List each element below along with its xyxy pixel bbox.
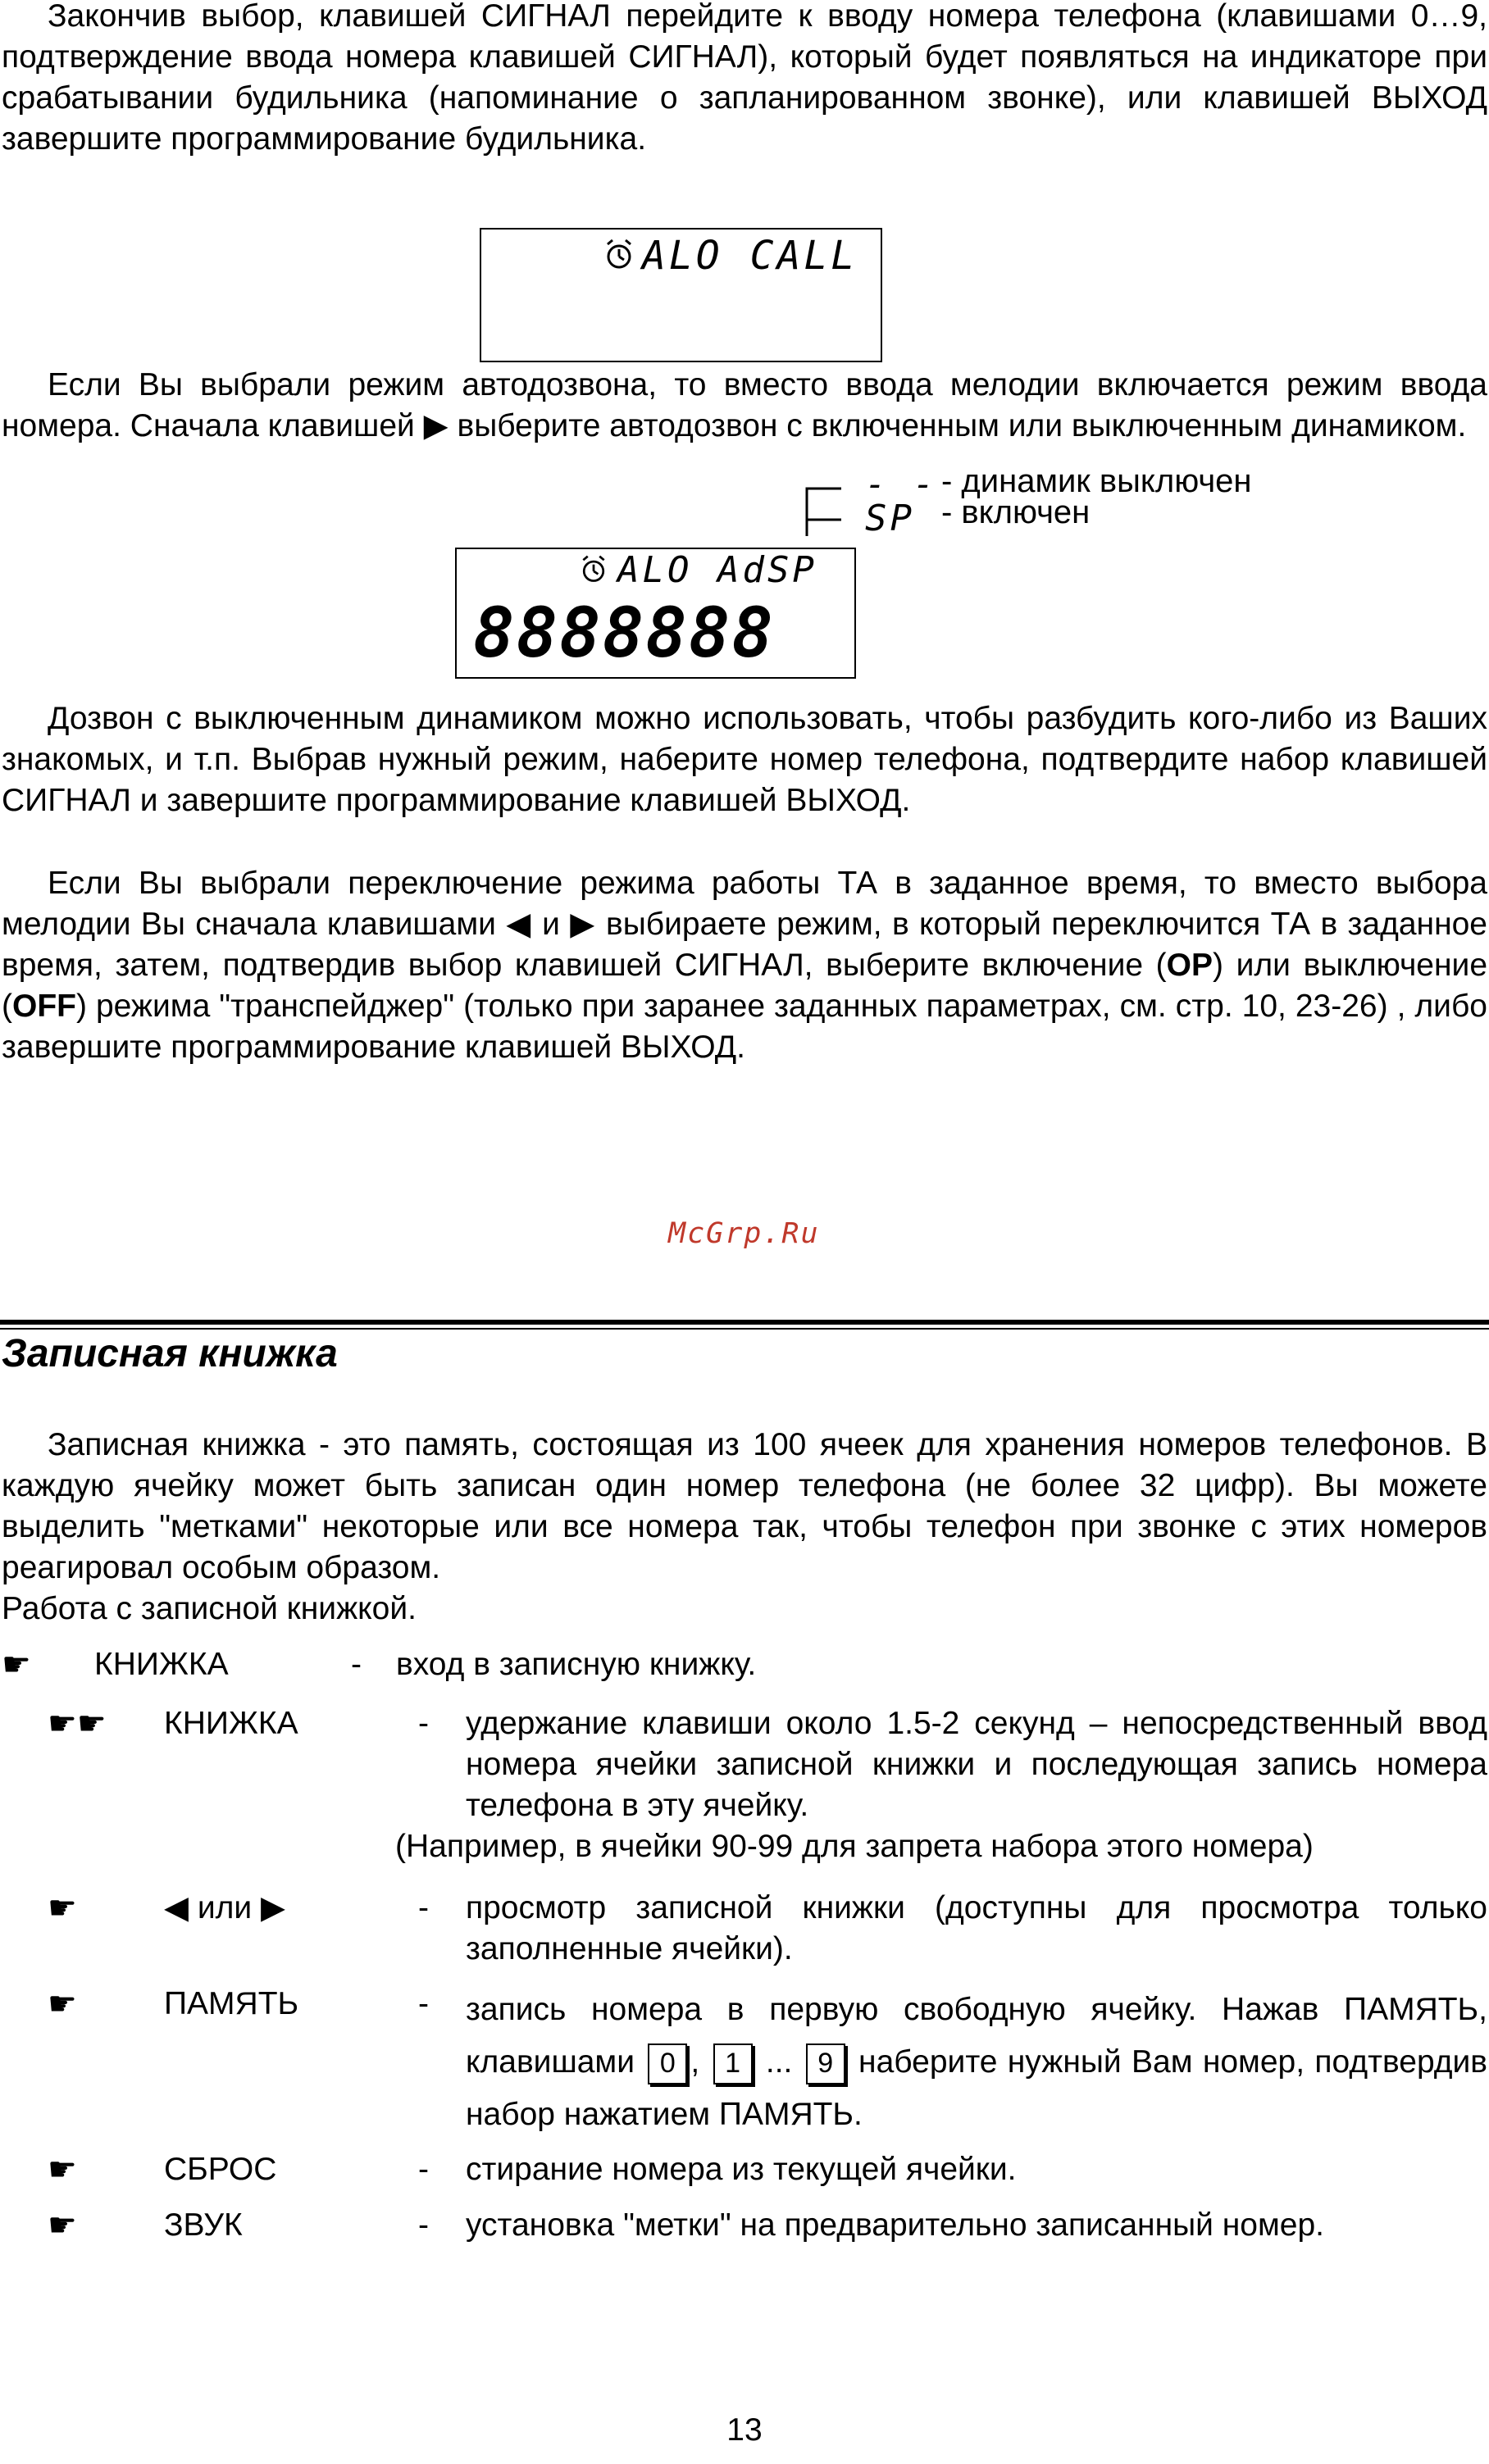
item-dash: - — [418, 2207, 429, 2243]
item-key-phonebook: КНИЖКА — [94, 1647, 229, 1682]
item-text: удержание клавиши около 1.5-2 секунд – непосредственный ввод номера ячейки записной книжки и последующая запись номера телефона в эту ячейку. — [466, 1706, 1487, 1823]
item-text: запись номера в первую свободную ячейку. Нажав ПАМЯТЬ, клавишами 0 , 1 ... 9 наберите нужный Вам номер, подтвердив набор нажатием ПАМЯТЬ. — [466, 1992, 1487, 2132]
item-text: стирание номера из текущей ячейки. — [466, 2152, 1017, 2187]
legend-on-code: SP — [865, 498, 915, 539]
item-key-sound: ЗВУК — [164, 2207, 243, 2243]
item-text: вход в записную книжку. — [396, 1647, 757, 1682]
item-key-reset: СБРОС — [164, 2152, 277, 2187]
paragraph-mode-switch: Если Вы выбрали переключение режима работы ТА в заданное время, то вместо выбора мелодии Вы сначала клавишами ◀ и ▶ выбираете режим, в который переключится ТА в заданное время, затем, подтвердив выбор клавишей СИГНАЛ, выберите включение (OP) или выключение (OFF) режима "транспейджер" (только при заранее заданных параметрах, см. стр. 10, 23-26) , либо завершите программирование клавишей ВЫХОД. — [2, 866, 1488, 1065]
legend-bracket — [804, 479, 845, 536]
lcd-text: ALO CALL — [642, 233, 858, 279]
op-label: OP — [1166, 948, 1214, 983]
key-9-icon: 9 — [806, 2043, 845, 2084]
item-key-phonebook-hold: КНИЖКА — [164, 1706, 298, 1741]
item-dash: - — [418, 1986, 429, 2021]
legend-on-label: - включен — [941, 494, 1091, 530]
paragraph-autodial: Если Вы выбрали режим автодозвона, то вместо ввода мелодии включается режим ввода номера. Сначала клавишей ▶ выберите автодозвон с включенным или выключенным динамиком. — [2, 367, 1487, 443]
hand-pointer-icon: ☛ — [48, 2207, 77, 2244]
double-hand-pointer-icon: ☛☛ — [48, 1706, 107, 1742]
legend-off-code: - - — [865, 464, 937, 504]
lcd-text: ALO AdSP — [617, 549, 817, 591]
hand-pointer-icon: ☛ — [48, 1890, 77, 1926]
hand-pointer-icon: ☛ — [2, 1647, 31, 1683]
section-rule-thick — [0, 1320, 1489, 1325]
paragraph-silent-dial: Дозвон с выключенным динамиком можно использовать, чтобы разбудить кого-либо из Ваших знакомых, и т.п. Выбрав нужный режим, наберите номер телефона, подтвердите набор клавишей СИГНАЛ и завершите программирование клавишей ВЫХОД. — [2, 701, 1487, 818]
item-text: установка "метки" на предварительно записанный номер. — [466, 2207, 1325, 2243]
lcd-display-alo-adsp — [455, 548, 856, 679]
section-title: Записная книжка — [2, 1332, 338, 1375]
item-dash: - — [418, 1706, 429, 1741]
section-rule-thin — [0, 1328, 1489, 1330]
legend-off-label: - динамик выключен — [941, 463, 1252, 499]
off-label: OFF — [12, 989, 76, 1024]
key-1-icon: 1 — [713, 2043, 753, 2084]
paragraph-phonebook-work: Работа с записной книжкой. — [2, 1591, 417, 1626]
key-0-icon: 0 — [648, 2043, 687, 2084]
lcd-digits: 8888888 — [473, 593, 776, 673]
item-note: (Например, в ячейки 90-99 для запрета набора этого номера) — [395, 1829, 1314, 1864]
paragraph-alarm-finish: Закончив выбор, клавишей СИГНАЛ перейдите к вводу номера телефона (клавишами 0…9, подтверждение ввода номера клавишей СИГНАЛ), который будет появляться на индикаторе при срабатывании будильника (напоминание о запланированном звонке), или клавишей ВЫХОД завершите программирование будильника. — [2, 0, 1487, 157]
item-dash: - — [351, 1647, 362, 1682]
item-key-arrows: ◀ или ▶ — [164, 1890, 285, 1925]
item-dash: - — [418, 2152, 429, 2187]
hand-pointer-icon: ☛ — [48, 1986, 77, 2022]
hand-pointer-icon: ☛ — [48, 2152, 77, 2188]
item-dash: - — [418, 1890, 429, 1925]
lcd-display-alo-call — [480, 228, 882, 362]
alarm-clock-icon — [580, 554, 608, 585]
paragraph-phonebook-intro: Записная книжка - это память, состоящая из 100 ячеек для хранения номеров телефонов. В каждую ячейку может быть записан один номер телефона (не более 32 цифр). Вы можете выделить "метками" некоторые или все номера так, чтобы телефон при звонке с этих номеров реагировал особым образом. — [2, 1427, 1487, 1585]
item-text: просмотр записной книжки (доступны для просмотра только заполненные ячейки). — [466, 1890, 1487, 1966]
page-number: 13 — [726, 2412, 763, 2448]
watermark: McGrp.Ru — [668, 1217, 820, 1250]
alarm-clock-icon — [604, 238, 634, 272]
item-key-memory: ПАМЯТЬ — [164, 1986, 299, 2021]
